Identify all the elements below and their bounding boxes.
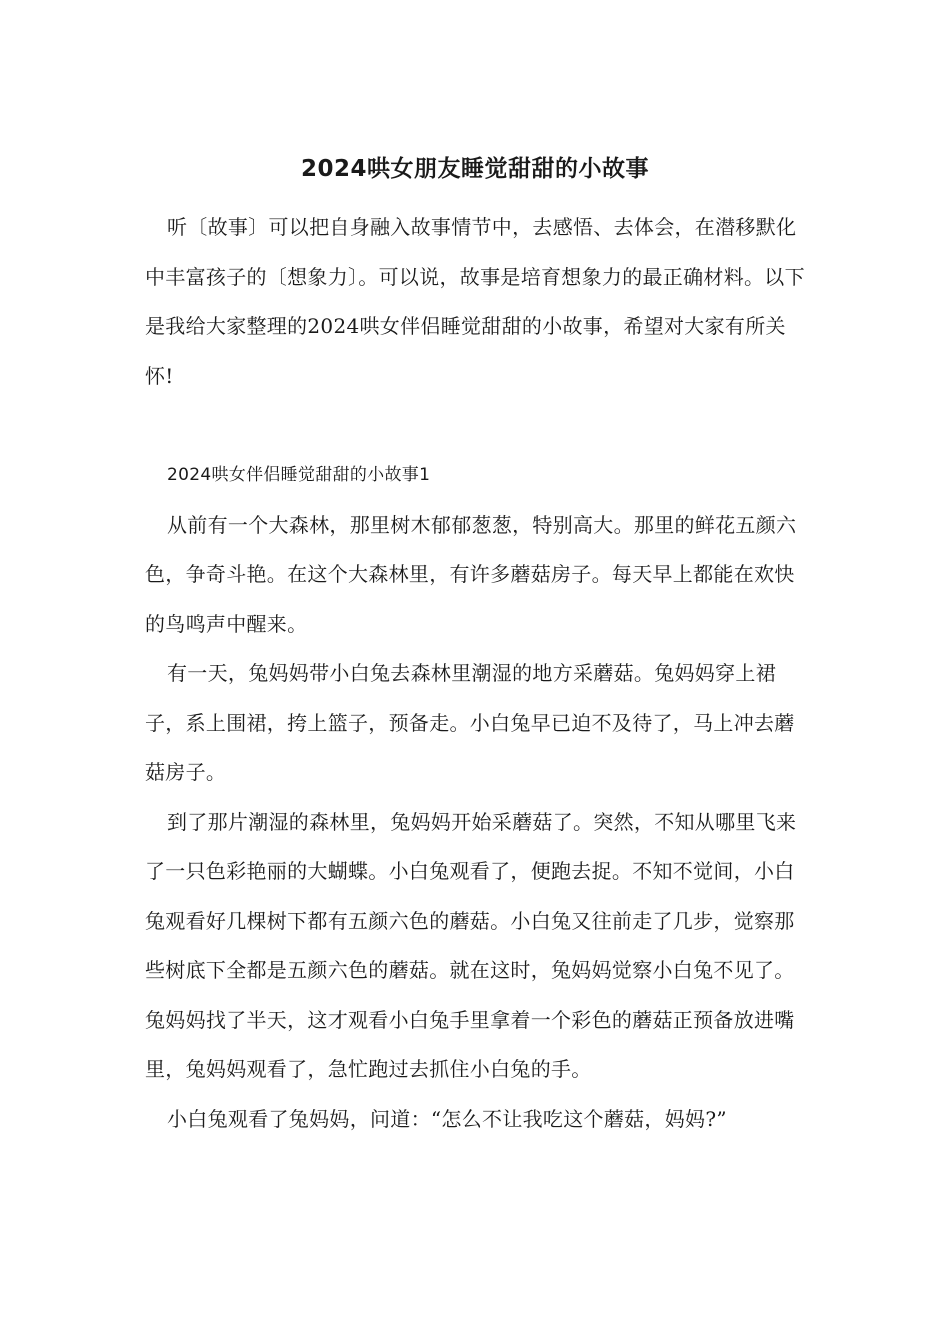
paragraph-spacer [145, 401, 805, 451]
story-heading: 2024哄女伴侣睡觉甜甜的小故事1 [167, 465, 431, 485]
story-paragraph-2: 有一天，兔妈妈带小白兔去森林里潮湿的地方采蘑菇。兔妈妈穿上裙子，系上围裙，挎上篮子，预备走。小白兔早已迫不及待了，马上冲去蘑菇房子。 [145, 661, 795, 784]
story-paragraph-3: 到了那片潮湿的森林里，兔妈妈开始采蘑菇了。突然，不知从哪里飞来了一只色彩艳丽的大蝴蝶。小白兔观看了，便跑去捉。不知不觉间，小白兔观看好几棵树下都有五颜六色的蘑菇。小白兔又往前走了几步，觉察那些树底下全都是五颜六色的蘑菇。就在这时，兔妈妈觉察小白兔不见了。兔妈妈找了半天，这才观看小白兔手里拿着一个彩色的蘑菇正预备放进嘴里，兔妈妈观看了，急忙跑过去抓住小白兔的手。 [145, 809, 797, 1081]
document-title: 2024哄女朋友睡觉甜甜的小故事 [300, 156, 649, 182]
document-body [145, 203, 805, 1144]
intro-paragraph: 听〔故事〕可以把自身融入故事情节中，去感悟、去体会，在潜移默化中丰富孩子的〔想象力〕。可以说，故事是培育想象力的最正确材料。以下是我给大家整理的2024哄女伴侣睡觉甜甜的小故事，希望对大家有所关怀! [145, 215, 805, 388]
story-paragraph-4: 小白兔观看了兔妈妈，问道：“怎么不让我吃这个蘑菇，妈妈?” [167, 1106, 727, 1131]
story-paragraph-1: 从前有一个大森林，那里树木郁郁葱葱，特别高大。那里的鲜花五颜六色，争奇斗艳。在这个大森林里，有许多蘑菇房子。每天早上都能在欢快的鸟鸣声中醒来。 [145, 512, 797, 636]
